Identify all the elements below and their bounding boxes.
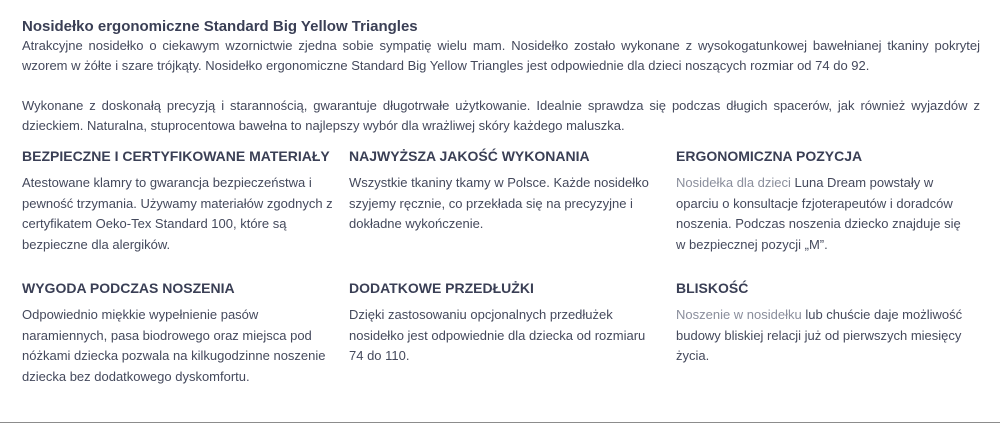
- feature-body-text: lub chuście daje możliwość budowy bliskiej relacji już od pierwszych miesięcy życia.: [676, 307, 963, 363]
- features-grid: [22, 148, 982, 400]
- feature-heading: DODATKOWE PRZEDŁUŻKI: [349, 280, 534, 296]
- feature-body: Dzięki zastosowaniu opcjonalnych przedłużek nosidełko jest odpowiednie dla dziecka od rozmiaru 74 do 110.: [349, 307, 646, 363]
- feature-heading: BLISKOŚĆ: [676, 280, 749, 296]
- feature-safe-materials: [22, 148, 349, 280]
- feature-body: [676, 173, 968, 255]
- divider: [0, 422, 1000, 423]
- feature-body-text: Luna Dream powstały w oparciu o konsultacje fzjoterapeutów i doradców noszenia. Podczas noszenia dziecko znajduje się w bezpiecznej pozycji „M”.: [676, 175, 961, 252]
- product-description: [22, 18, 980, 136]
- description-paragraph-1: Atrakcyjne nosidełko o ciekawym wzornictwie zjedna sobie sympatię wielu mam. Nosidełko zostało wykonane z wysokogatunkowej bawełnianej tkaniny pokrytej wzorem w żółte i szare trójkąty. Nosidełko ergonomiczne Standard Big Yellow Triangles jest odpowiednie dla dzieci noszących rozmiar od 74 do 92.: [22, 38, 980, 73]
- feature-body: Atestowane klamry to gwarancja bezpieczeństwa i pewność trzymania. Używamy materiałów zgodnych z certyfikatem Oeko-Tex Standard 100, które są bezpieczne dla alergików.: [22, 175, 333, 252]
- product-title: Nosidełko ergonomiczne Standard Big Yellow Triangles: [22, 18, 418, 35]
- feature-body: Odpowiednio miękkie wypełnienie pasów naramiennych, pasa biodrowego oraz miejsca pod nóżkami dziecka pozwala na kilkugodzinne noszenie dziecka bez dodatkowego dyskomfortu.: [22, 307, 326, 384]
- feature-body-muted: Noszenie w nosidełku: [676, 307, 802, 322]
- feature-closeness: [676, 280, 982, 400]
- feature-body-muted: Nosidełka dla dzieci: [676, 175, 791, 190]
- feature-body: Wszystkie tkaniny tkamy w Polsce. Każde nosidełko szyjemy ręcznie, co przekłada się na precyzyjne i dokładne wykończenie.: [349, 175, 649, 231]
- feature-heading: BEZPIECZNE I CERTYFIKOWANE MATERIAŁY: [22, 148, 330, 164]
- feature-comfort: [22, 280, 349, 400]
- feature-body: [676, 305, 968, 367]
- feature-quality: [349, 148, 676, 280]
- feature-ergonomic: [676, 148, 982, 280]
- feature-extensions: [349, 280, 676, 400]
- description-paragraph-2: Wykonane z doskonałą precyzją i starannością, gwarantuje długotrwałe użytkowanie. Idealnie sprawdza się podczas długich spacerów, jak również wyjazdów z dzieckiem. Naturalna, stuprocentowa bawełna to najlepszy wybór dla wrażliwej skóry każdego maluszka.: [22, 98, 980, 133]
- feature-heading: WYGODA PODCZAS NOSZENIA: [22, 280, 235, 296]
- feature-heading: NAJWYŻSZA JAKOŚĆ WYKONANIA: [349, 148, 590, 164]
- feature-heading: ERGONOMICZNA POZYCJA: [676, 148, 863, 164]
